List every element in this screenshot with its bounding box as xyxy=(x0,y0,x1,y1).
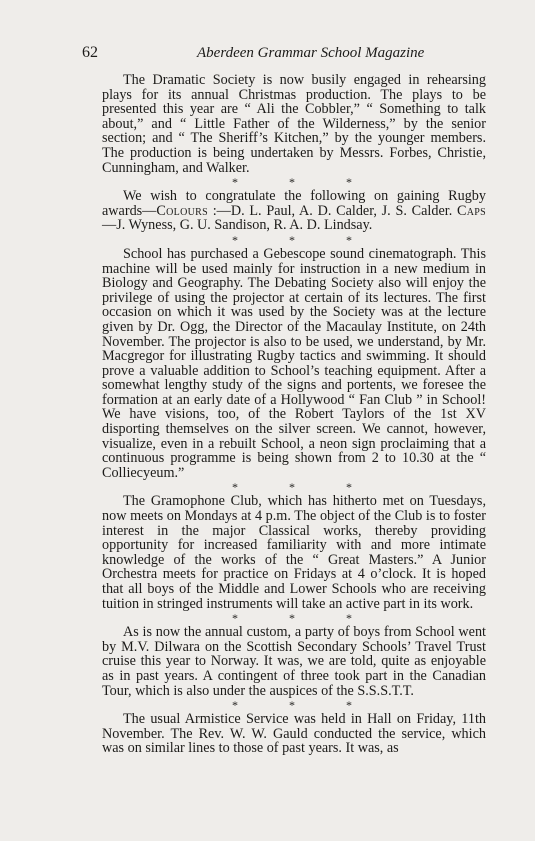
section-separator: * * * xyxy=(232,232,376,247)
rugby-intro: We wish to congratulate the following on gaining Rugby awards— xyxy=(102,188,486,219)
paragraph-gramophone-club: The Gramophone Club, which has hitherto met on Tuesdays, now meets on Mondays at 4 p.m. The object of the Club is to foster interest in the major Classical works, thereby providing opportunity for increased familiarity with and more intimate knowledge of the works of the “ Great Masters.” A Junior Orchestra meets for practice on Fridays at 4 o’clock. It is hoped that all boys of the Middle and Lower Schools who are receiving tuition in stringed instruments will take an active part in its work. xyxy=(102,493,486,612)
running-title: Aberdeen Grammar School Magazine xyxy=(197,45,425,61)
paragraph-cinematograph: School has purchased a Gebescope sound cinematograph. This machine will be used mainly for instruction in a new medium in Biology and Geography. The Debating Society also will enjoy the privilege of using the projector at certain of its lectures. The first occasion on which it was used by the Society was at the lecture given by Dr. Ogg, the Director of the Macaulay Institute, on 24th November. The projector is also to be used, we understand, by Mr. Macgregor for illustrating Rugby tactics and swimming. It should prove a valuable addition to School’s teaching equipment. After a somewhat lengthy study of the signs and portents, we foresee the formation at an early date of a Hollywood “ Fan Club ” in School! We have visions, too, of the Robert Taylors of the 1st XV disporting themselves on the silver screen. We cannot, however, visualize, even in a rebuilt School, a neon sign proclaiming that a continuous programme is being shown from 2 to 10.30 at the “ Colliecyeum.” xyxy=(102,245,486,481)
section-separator: * * * xyxy=(232,698,376,713)
page-number: 62 xyxy=(82,44,98,61)
section-separator: * * * xyxy=(232,611,376,626)
caps-names: —J. Wyness, G. U. Sandison, R. A. D. Lindsay. xyxy=(102,217,373,234)
page-header xyxy=(0,44,535,64)
section-separator: * * * xyxy=(232,480,376,495)
colours-names: :—D. L. Paul, A. D. Calder, J. S. Calder. xyxy=(207,202,457,219)
paragraph-schools-cruise: As is now the annual custom, a party of boys from School went by M.V. Dilwara on the Scottish Secondary Schools’ Travel Trust cruise this year to Norway. It was, we are told, quite as enjoyable as in past years. A contingent of three took part in the Canadian Tour, which is also under the auspices of the S.S.S.T.T. xyxy=(102,624,486,699)
colours-label: Colours xyxy=(156,202,208,219)
paragraph-rugby-awards xyxy=(102,189,486,233)
article-body xyxy=(102,73,486,756)
section-separator: * * * xyxy=(232,175,376,190)
caps-label: Caps xyxy=(456,202,486,219)
paragraph-dramatic-society: The Dramatic Society is now busily engaged in rehearsing plays for its annual Christmas production. The plays to be presented this year are “ Ali the Cobbler,” “ Something to talk about,” and “ Little Father of the Wilderness,” by the senior section; and “ The Sheriff’s Kitchen,” by the younger members. The production is being undertaken by Messrs. Forbes, Christie, Cunningham, and Walker. xyxy=(102,72,486,176)
paragraph-armistice-service: The usual Armistice Service was held in Hall on Friday, 11th November. The Rev. W. W. Gauld conducted the service, which was on similar lines to those of past years. It was, as xyxy=(102,711,486,757)
